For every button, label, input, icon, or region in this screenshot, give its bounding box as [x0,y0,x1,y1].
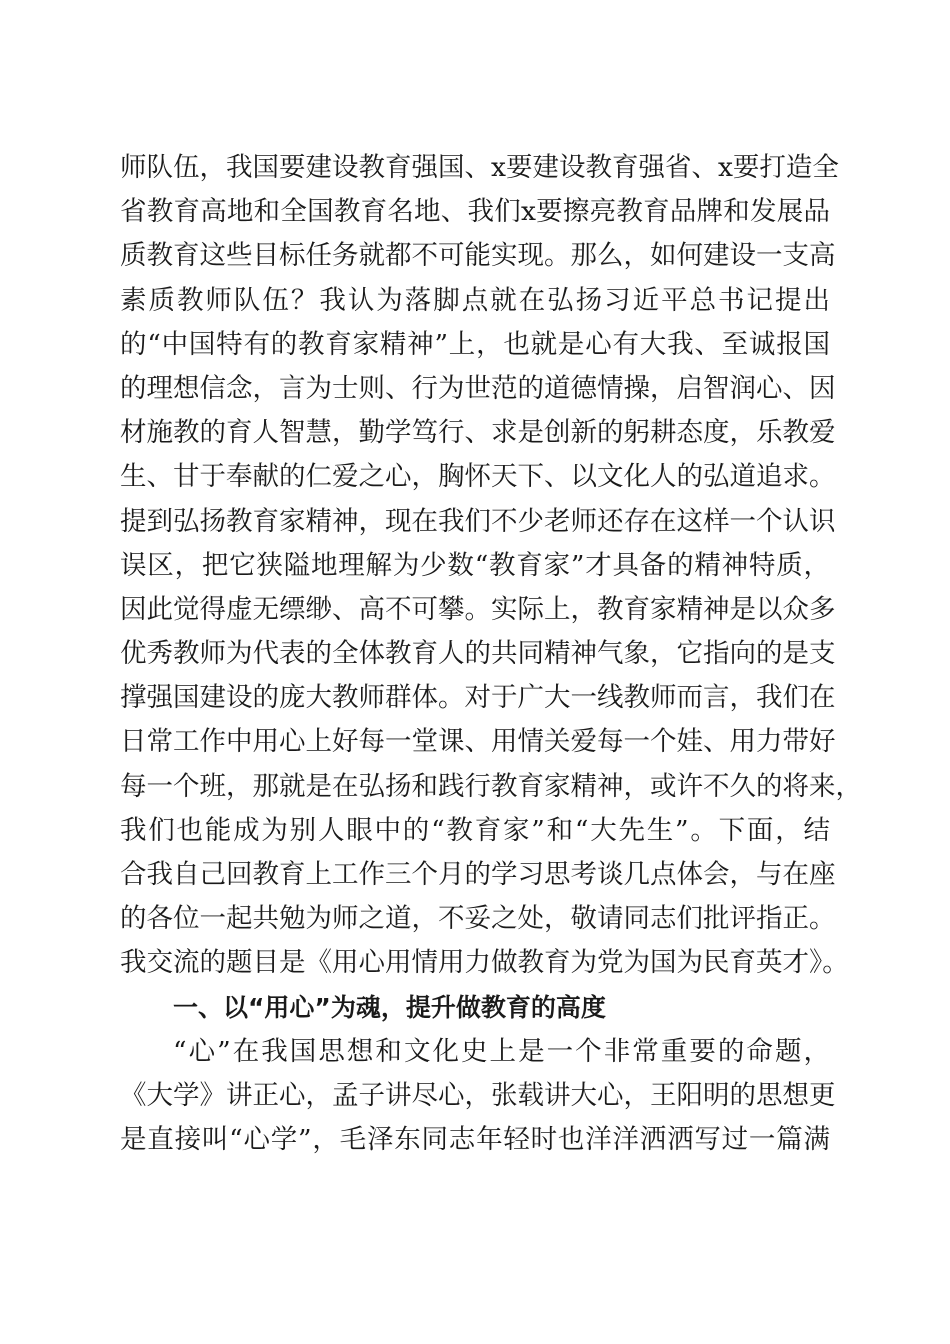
section-line: 是直接叫“心学”，毛泽东同志年轻时也洋洋洒洒写过一篇满 [120,1124,830,1156]
paragraph-line: 误区，把它狭隘地理解为少数“教育家”才具备的精神特质， [120,549,830,581]
paragraph-line: 撑强国建设的庞大教师群体。对于广大一线教师而言，我们在 [120,682,836,714]
paragraph-line: 优秀教师为代表的全体教育人的共同精神气象，它指向的是支 [120,638,836,670]
paragraph-line: 材施教的育人智慧，勤学笃行、求是创新的躬耕态度，乐教爱 [120,417,836,449]
paragraph-line: 因此觉得虚无缥缈、高不可攀。实际上，教育家精神是以众多 [120,593,836,625]
paragraph-line: 我交流的题目是《用心用情用力做教育为党为国为民育英才》。 [120,947,849,979]
paragraph-line: 师队伍，我国要建设教育强国、x要建设教育强省、x要打造全 [120,152,839,183]
section-line: “心”在我国思想和文化史上是一个非常重要的命题， [173,1035,830,1067]
body-text [120,146,862,1162]
paragraph-line: 每一个班，那就是在弘扬和践行教育家精神，或许不久的将来， [120,770,862,802]
paragraph-line: 的理想信念，言为士则、行为世范的道德情操，启智润心、因 [120,372,836,404]
section-line: 《大学》讲正心，孟子讲尽心，张载讲大心，王阳明的思想更 [120,1079,836,1111]
paragraph-line: 素质教师队伍？我认为落脚点就在弘扬习近平总书记提出 [120,284,830,316]
section-heading: 一、以“用心”为魂，提升做教育的高度 [173,992,606,1022]
paragraph-line: 的各位一起共勉为师之道，不妥之处，敬请同志们批评指正。 [120,903,836,935]
paragraph-line: 生、甘于奉献的仁爱之心，胸怀天下、以文化人的弘道追求。 [120,461,836,493]
paragraph-line: 提到弘扬教育家精神，现在我们不少老师还存在这样一个认识 [120,505,836,537]
paragraph-line: 的“中国特有的教育家精神”上，也就是心有大我、至诚报国 [120,328,830,360]
paragraph-line: 我们也能成为别人眼中的“教育家”和“大先生”。下面，结 [120,814,830,846]
paragraph-line: 日常工作中用心上好每一堂课、用情关爱每一个娃、用力带好 [120,726,836,758]
paragraph-line: 省教育高地和全国教育名地、我们x要擦亮教育品牌和发展品 [120,196,830,228]
paragraph-line: 合我自己回教育上工作三个月的学习思考谈几点体会，与在座 [120,859,836,890]
paragraph-line: 质教育这些目标任务就都不可能实现。那么，如何建设一支高 [120,240,836,272]
